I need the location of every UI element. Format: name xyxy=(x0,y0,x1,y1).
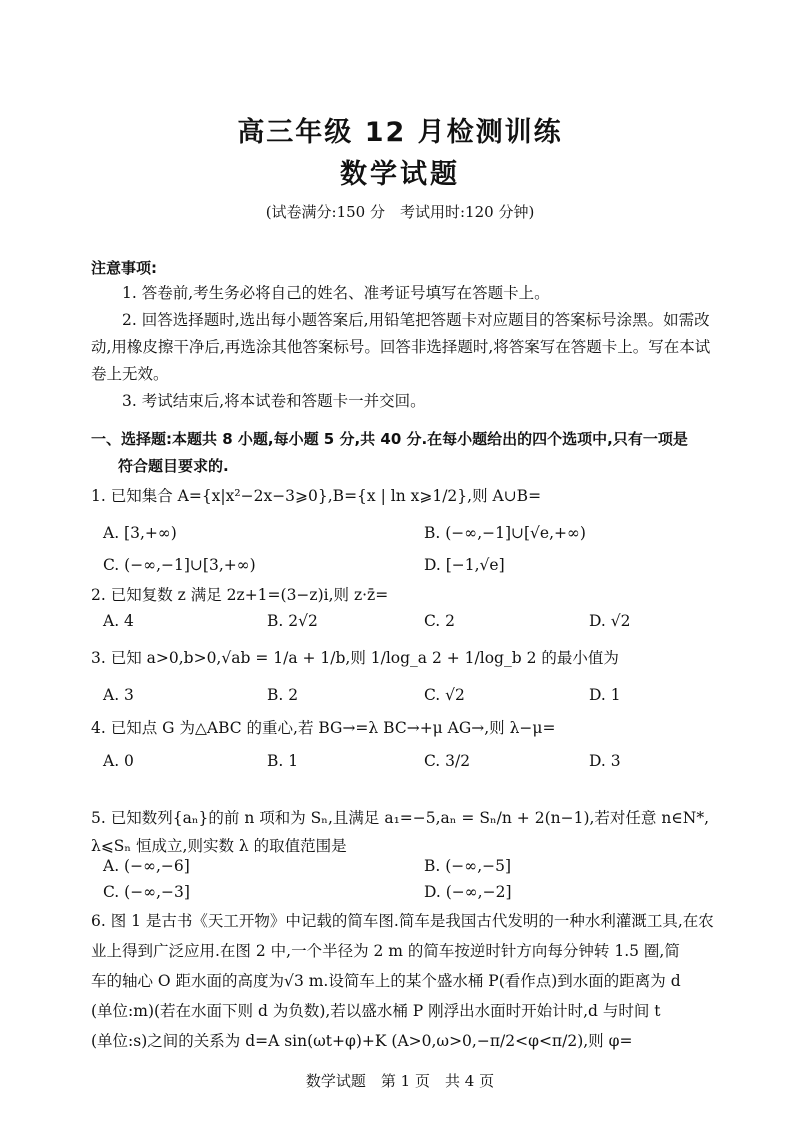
option-d: D. 3 xyxy=(589,752,621,770)
exam-subject: 数学试题 xyxy=(340,159,460,190)
exam-info: (试卷满分:150 分 考试用时:120 分钟) xyxy=(265,203,535,221)
question-6-line: 车的轴心 O 距水面的高度为√3 m.设简车上的某个盛水桶 P(看作点)到水面的距离为 d xyxy=(91,972,681,990)
question-6-line: (单位:m)(若在水面下则 d 为负数),若以盛水桶 P 刚浮出水面时开始计时,d 与时间 t xyxy=(91,1002,661,1020)
section-heading xyxy=(91,426,721,480)
exam-title: 高三年级 12 月检测训练 xyxy=(237,117,563,148)
option-d: D. √2 xyxy=(589,612,631,630)
option-c: C. (−∞,−3] xyxy=(103,883,190,901)
option-a: A. 4 xyxy=(103,612,134,630)
question-5-stem-cont: λ⩽Sₙ 恒成立,则实数 λ 的取值范围是 xyxy=(91,837,347,855)
section-line-2: 符合题目要求的. xyxy=(118,457,229,475)
option-b: B. 1 xyxy=(267,752,299,770)
option-d: D. 1 xyxy=(589,686,621,704)
notice-item: 3. 考试结束后,将本试卷和答题卡一并交回。 xyxy=(122,392,426,410)
section-line-1: 一、选择题:本题共 8 小题,每小题 5 分,共 40 分.在每小题给出的四个选项中,只有一项是 xyxy=(91,430,688,448)
question-2-options xyxy=(103,612,663,636)
option-a: A. 3 xyxy=(103,686,134,704)
option-c: C. √2 xyxy=(424,686,465,704)
notice-heading: 注意事项: xyxy=(91,259,157,277)
question-6-line: 业上得到广泛应用.在图 2 中,一个半径为 2 m 的简车按逆时针方向每分钟转 1.5 圈,简 xyxy=(91,942,680,960)
question-3-options xyxy=(103,686,663,710)
notice-list xyxy=(91,280,721,415)
question-4-options xyxy=(103,752,663,776)
option-a: A. (−∞,−6] xyxy=(103,857,190,875)
option-c: C. (−∞,−1]∪[3,+∞) xyxy=(103,556,256,574)
page-footer: 数学试题 第 1 页 共 4 页 xyxy=(305,1072,495,1090)
question-2-stem: 2. 已知复数 z 满足 2z+1=(3−z)i,则 z·z̄= xyxy=(91,586,389,604)
option-b: B. 2√2 xyxy=(267,612,318,630)
option-c: C. 3/2 xyxy=(424,752,471,770)
notice-item: 2. 回答选择题时,选出每小题答案后,用铅笔把答题卡对应题目的答案标号涂黑。如需改动,用橡皮擦干净后,再选涂其他答案标号。回答非选择题时,将答案写在答题卡上。写在本试卷上无效。 xyxy=(91,311,711,383)
option-d: D. [−1,√e] xyxy=(424,556,505,574)
option-a: A. [3,+∞) xyxy=(103,524,177,542)
question-4-stem: 4. 已知点 G 为△ABC 的重心,若 BG→=λ BC→+μ AG→,则 λ−μ= xyxy=(91,719,556,737)
option-b: B. (−∞,−1]∪[√e,+∞) xyxy=(424,524,586,542)
notice-item: 1. 答卷前,考生务必将自己的姓名、准考证号填写在答题卡上。 xyxy=(122,284,550,302)
option-b: B. (−∞,−5] xyxy=(424,857,512,875)
question-6-stem xyxy=(91,906,721,1056)
question-5-stem: 5. 已知数列{aₙ}的前 n 项和为 Sₙ,且满足 a₁=−5,aₙ = Sₙ/n + 2(n−1),若对任意 n∈N*, xyxy=(91,809,710,827)
question-1-options xyxy=(103,524,663,584)
option-b: B. 2 xyxy=(267,686,299,704)
question-3-stem: 3. 已知 a>0,b>0,√ab = 1/a + 1/b,则 1/log_a 2 + 1/log_b 2 的最小值为 xyxy=(91,649,619,667)
option-d: D. (−∞,−2] xyxy=(424,883,512,901)
question-5-options xyxy=(103,857,663,913)
question-6-line: (单位:s)之间的关系为 d=A sin(ωt+φ)+K (A>0,ω>0,−π/2<φ<π/2),则 φ= xyxy=(91,1032,633,1050)
question-6-line: 6. 图 1 是古书《天工开物》中记载的简车图.简车是我国古代发明的一种水利灌溉工具,在农 xyxy=(91,912,714,930)
question-1-stem: 1. 已知集合 A={x|x²−2x−3⩾0},B={x | ln x⩾1/2},则 A∪B= xyxy=(91,487,542,505)
option-a: A. 0 xyxy=(103,752,134,770)
option-c: C. 2 xyxy=(424,612,456,630)
